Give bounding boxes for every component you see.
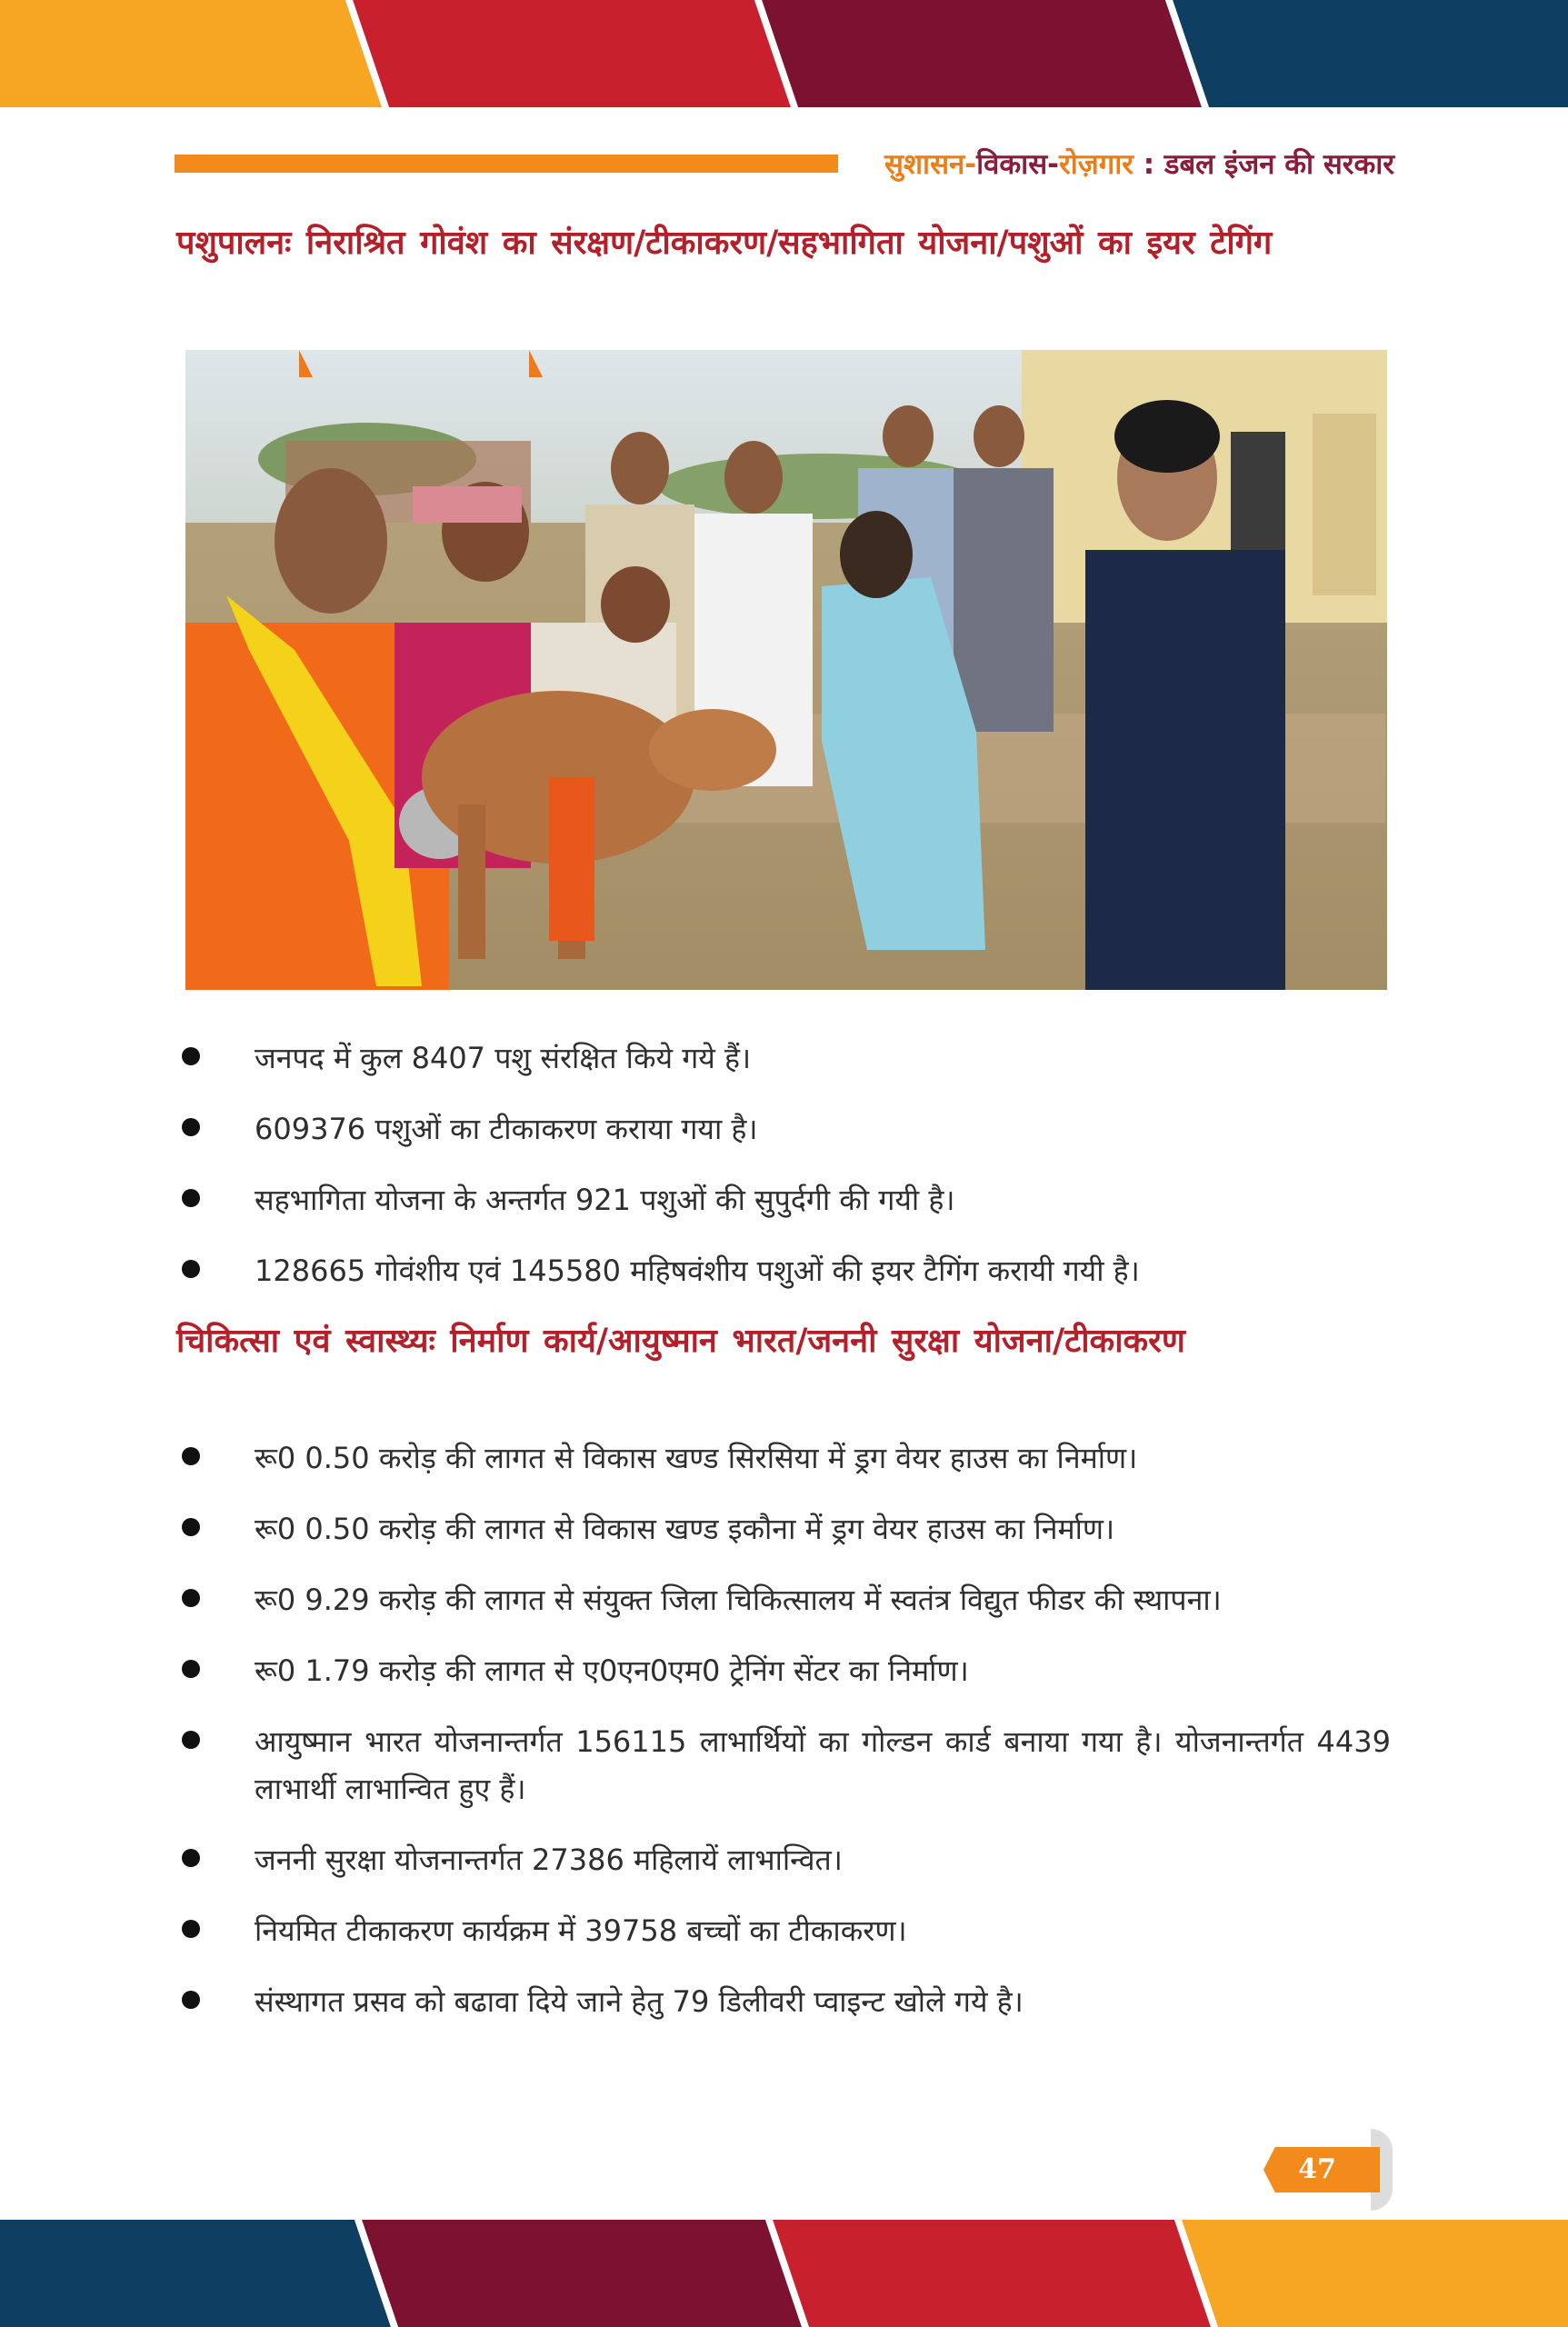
tagline-part-3: रोज़गार — [1059, 148, 1134, 181]
list-item-text: सहभागिता योजना के अन्तर्गत 921 पशुओं की सुपुर्दगी की गयी है। — [255, 1183, 955, 1217]
tagline-part-2: विकास- — [976, 148, 1060, 181]
list-item-text: रू0 9.29 करोड़ की लागत से संयुक्त जिला चिकित्सालय में स्वतंत्र विद्युत फीडर की स्थापना। — [255, 1583, 1222, 1617]
list-item — [176, 1247, 1391, 1294]
list-item — [176, 1978, 1391, 2025]
bullet-icon — [182, 1518, 200, 1536]
list-item — [176, 1034, 1391, 1082]
list-item — [176, 1907, 1391, 1954]
tagline-part-1: सुशासन- — [884, 148, 977, 181]
list-item-text: आयुष्मान भारत योजनान्तर्गत 156115 लाभार्थियों का गोल्डन कार्ड बनाया गया है। योजनान्तर्गत 4439 लाभार्थी लाभान्वित हुए हैं। — [255, 1724, 1391, 1806]
tagline-part-4: : डबल इंजन की सरकार — [1133, 148, 1394, 181]
bullet-icon — [182, 1731, 200, 1749]
bullet-icon — [182, 1189, 200, 1207]
list-item-text: रू0 0.50 करोड़ की लागत से विकास खण्ड सिरसिया में ड्रग वेयर हाउस का निर्माण। — [255, 1441, 1138, 1475]
list-item-text: संस्थागत प्रसव को बढावा दिये जाने हेतु 79 डिलीवरी प्वाइन्ट खोले गये है। — [255, 1984, 1024, 2019]
bullet-icon — [182, 1920, 200, 1938]
bullet-icon — [182, 1118, 200, 1136]
list-item — [176, 1105, 1391, 1153]
list-item — [176, 1647, 1391, 1694]
page-number: 47 — [1298, 2153, 1336, 2185]
bullet-icon — [182, 1849, 200, 1867]
event-photo — [185, 350, 1387, 990]
list-item — [176, 1718, 1391, 1813]
list-item — [176, 1505, 1391, 1553]
bullet-icon — [182, 1047, 200, 1065]
bullet-icon — [182, 1260, 200, 1278]
list-item-text: नियमित टीकाकरण कार्यक्रम में 39758 बच्चों का टीकाकरण। — [255, 1913, 907, 1948]
list-item-text: जनपद में कुल 8407 पशु संरक्षित किये गये हैं। — [255, 1041, 752, 1075]
header-rule — [175, 155, 838, 173]
bullet-icon — [182, 1660, 200, 1678]
bullet-icon — [182, 1991, 200, 2009]
list-item — [176, 1434, 1391, 1482]
bullet-icon — [182, 1589, 200, 1607]
bottom-color-band — [0, 2220, 1568, 2327]
page-number-tab — [1263, 2147, 1380, 2192]
list-item — [176, 1176, 1391, 1223]
top-color-band — [0, 0, 1568, 107]
list-item — [176, 1576, 1391, 1623]
health-list — [176, 1434, 1391, 2049]
section-heading-animal-husbandry: पशुपालनः निराश्रित गोवंश का संरक्षण/टीकाकरण/सहभागिता योजना/पशुओं का इयर टेगिंग — [176, 224, 1273, 262]
list-item-text: 609376 पशुओं का टीकाकरण कराया गया है। — [255, 1112, 758, 1146]
list-item-text: 128665 गोवंशीय एवं 145580 महिषवंशीय पशुओं की इयर टैगिंग करायी गयी है। — [255, 1253, 1140, 1288]
list-item-text: रू0 0.50 करोड़ की लागत से विकास खण्ड इकौना में ड्रग वेयर हाउस का निर्माण। — [255, 1512, 1115, 1546]
animal-husbandry-list — [176, 1034, 1391, 1318]
header-tagline — [858, 144, 1394, 185]
list-item-text: जननी सुरक्षा योजनान्तर्गत 27386 महिलायें लाभान्वित। — [255, 1843, 843, 1877]
bullet-icon — [182, 1447, 200, 1465]
list-item-text: रू0 1.79 करोड़ की लागत से ए0एन0एम0 ट्रेनिंग सेंटर का निर्माण। — [255, 1653, 969, 1688]
section-heading-health: चिकित्सा एवं स्वास्थ्यः निर्माण कार्य/आयुष्मान भारत/जननी सुरक्षा योजना/टीकाकरण — [176, 1322, 1185, 1360]
list-item — [176, 1836, 1391, 1883]
